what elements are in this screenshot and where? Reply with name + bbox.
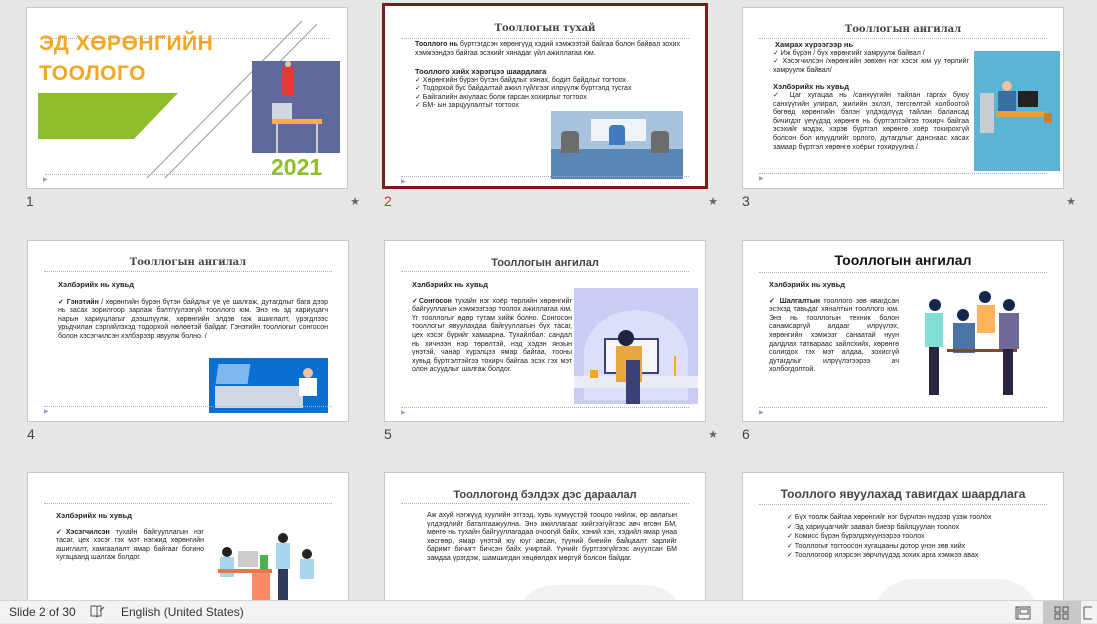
title-line (401, 503, 689, 504)
slide-thumbnail-3[interactable] (742, 7, 1076, 237)
status-bar (0, 600, 1097, 623)
slide-sorter-view-icon (1054, 606, 1070, 620)
slide-title-line1: ЭД ХӨРӨНГИЙН (39, 32, 214, 55)
slide-number: 5 (384, 426, 392, 442)
team-meeting-illustration (919, 287, 1029, 399)
slide-number: 4 (27, 426, 35, 442)
title-line (759, 38, 1047, 39)
footer-arrow: ▶ (759, 410, 764, 416)
slide-thumbnail-9[interactable] (742, 472, 1064, 600)
footer-line (44, 406, 332, 407)
slide-thumbnail-7[interactable] (27, 472, 349, 600)
title-line (401, 271, 689, 272)
footer-line (759, 173, 1047, 174)
slide-title: Тооллогын ангилал (834, 252, 972, 268)
slide-indicator[interactable]: Slide 2 of 30 (9, 605, 76, 619)
slide-thumbnail-6[interactable] (742, 240, 1064, 470)
slide-body: Хэлбэрийх нь хувьд ✓Сонгосон тухайн нэг хоёр төрлийн хөрөнгийг байгууллагын хэмжээгээр тоолох ажиллагаа юм. Үг тооллогыг өдөр тутам хийж болно. Сонгосон тооллогыг явуулахдаа байгууллагын бүх тасаг, цех хэсэг бүрийг хамаарна. Тухайлбал: сандал нь хичнээн нэр төрөлтэй, нэд хэдэн янзын үнэтэй, чанар хүрэлцээ ямар байгаа, тооны хувьд бүртгэлтэйгээ тохирч байгаа эсэх гэх мэт олон асуудлыг шалгаж болдог. (412, 280, 573, 374)
office-worker-illustration (974, 51, 1060, 171)
slide-thumbnail-1[interactable] (26, 7, 360, 237)
slide-title: Тооллогын ангилал (844, 24, 962, 35)
footer-arrow: ▶ (43, 177, 48, 183)
slide-8-canvas[interactable] (384, 472, 706, 600)
meeting-illustration (551, 111, 683, 179)
slide-title-line2: ТООЛОГО (39, 62, 146, 85)
animation-star-icon: ★ (708, 429, 718, 441)
footer-line (401, 176, 689, 177)
slide-number: 6 (742, 426, 750, 442)
slide-number: 3 (742, 193, 750, 209)
slide-number: 1 (26, 193, 34, 209)
footer-arrow: ▶ (401, 179, 406, 185)
slide-body: Аж ахуй нэгжүүд хуулийн этгээд, хувь хүмүүстэй тооцоо нийлж, өр авлагын үлдэгдлийг баталгаажуулна. Энэ ажиллагааг хийгээгүйгээс авч өгсөн БМ, мөнгө нь тухайн байгууллагадаа очоогүй байх, хэний хэн, хэдийл ямар унаа хөсгөөр, ямар үнэтэй юу юуг авсан, түүний биеийн байцаалт зарлийг баримт бичигт бичсэн байх учиртай. Үүнийг бүртгээгүйгээс ачуулсан БМ замдаа үрэгдэж, шамшигдан хөцөөлдөх мөргүй болсон байдаг. (427, 512, 677, 562)
title-line (759, 504, 1047, 505)
slide-title: Тооллогын ангилал (129, 257, 247, 268)
normal-view-icon (1015, 606, 1031, 620)
slide-3-canvas[interactable] (742, 7, 1064, 189)
title-line (44, 503, 332, 504)
slide-body: Хэлбэрийх нь хувьд ✓ Шалгалтын тооллого зөв явагдсан эсэхэд тавьдаг хяналтын тооллого юм. Энэ нь тооллогын техник болон санамсаргүй алдааг илрүүлэх, хөрөнгийн хэмжээг санаатай нуун далдлах татвараас зайлсхийх, хөрөнгө солигдох гэх мэт алдаа, зохисгүй дутагдлыг илрүүлэгээрээ ач холбогдолтой. (769, 280, 899, 374)
title-line (401, 38, 689, 39)
slide-body: Хамрах хүрээгээр нь ✓ Иж бүрэн / бүх хөрөнгийг хамруулж байвал / ✓ Хэсэгчилсэн /хөрөнгийн зөвхөн нэг хэсэг юм уу төрлийг хамруулж байвал/ Хэлбэрийх нь хувьд ✓ Цаг хугацаа нь /санхүүгийн тайлан гаргах буюу санхүүгийн улирал, жилийн эхлэл, төгсгөлтэй холбоотой бөгөөд хөрөнгийн бэлэн үлдэгдлүүд тайлан балансад бичигдэг үеүүдэд хөрөнгө нь бүртгэлтэйгээ тохирч байгаа эсэхийг мэдэх, хэрэв бүртгэл хөрөнгө хоёр тохирохгүй болсон бол илүүдлийг орлого, дутагдлыг данснаас хасах замаар бүртгэл хөрөнгө хоёрыг тохируулна / (773, 40, 969, 151)
slide-1-canvas[interactable] (26, 7, 348, 189)
slide-body: Тооллого нь бүртгэгдсэн хөрөнгүүд хэдий хэмжээтэй байгаа болон байвал зохих хэмжээндээ байгаа эсэхийг хянадаг үйл ажиллагаа юм. (415, 41, 680, 57)
slide-title: Тооллогонд бэлдэх дэс дараалал (453, 489, 637, 501)
slide-thumbnail-2[interactable] (384, 5, 718, 235)
slide-7-canvas[interactable] (27, 472, 349, 600)
slide-body: Хэлбэрийх нь хувьд ✓ Гэнэтийн / хөрөнгийн бүрэн бүтэн байдлыг үе үе шалгаж, дутагдлыг бага дээр нь засах зорилгоор зарлаж бэлтгүүлээгүй тооллого юм. Энэ нь эд хариуцагч нарын хариуцлагыг дээшлүүлж, хөрөнгийн элдэв гаж ашиглалт, үрэгдлээс урьдчилан сэргийлэхэд тодорхой нөлөөтэй байдаг. Гэнэтийн тооллогыг сонгосон болон хэсэгчилсэн хэлбэрээр явуулж болно. / (58, 280, 328, 340)
footer-line (45, 174, 287, 175)
slide-sorter-view-button[interactable] (1043, 601, 1081, 624)
slide-title: Тооллогын ангилал (491, 257, 599, 269)
footer-line (401, 407, 689, 408)
slide-6-canvas[interactable] (742, 240, 1064, 422)
slide-2-canvas[interactable] (382, 3, 708, 189)
slide-9-canvas[interactable] (742, 472, 1064, 600)
title-line (44, 271, 332, 272)
slide-number: 2 (384, 193, 392, 209)
requirements-list: Тооллого хийх хэрэгцээ шаардлага ✓ Хөрөнгийн бүрэн бүтэн байдлыг хянах, бодит байдлыг тогтоох ✓ Тодорхой бус байдалтай ажил гүйлгээг илрүүлж бүртгэлд тусгах ✓ Байгалийн аюулаас болж гарсан хохирлыг тогтоох ✓ БМ- ын зарцуулалтыг тогтоох (415, 67, 632, 110)
background-illustration (515, 585, 685, 600)
slide-4-canvas[interactable] (27, 240, 349, 422)
footer-arrow: ▶ (44, 409, 49, 415)
footer-line (759, 407, 1047, 408)
year-label: 2021 (271, 154, 323, 180)
person-at-desk-illustration (252, 61, 340, 153)
slide-thumbnail-4[interactable] (27, 240, 349, 470)
office-team-illustration (210, 525, 328, 600)
requirements-list: ✓ Бүх тоолж байгаа хөрөнгийг нэг бүрчлэн нүдээр үзэж тоолох ✓ Эд хариуцагчийг заавал биеэр байлцуулан тоолох ✓ Комисс бүрэн бүрэлдэхүүнээрээ тоолох ✓ Тооллогыг тогтоосон хугацааны дотор үнэн зөв хийх ✓ Тооллогоор илэрсэн зөрчлүүдэд зохих арга хэмжээ авах (787, 514, 992, 559)
animation-star-icon: ★ (708, 196, 718, 208)
background-illustration (873, 579, 1039, 600)
person-at-computer-illustration (574, 288, 698, 404)
slide-title: Тооллого явуулахад тавигдах шаардлага (780, 487, 1026, 501)
slide-body: Хэлбэрийх нь хувьд ✓Хэсэгчилсэн тухайн байгууллагын нэг тасаг, цех хэсэг гэх мэт нэгжид хөрөнгийн ашиглалт, хамгаалалт ямар байгааг богино хугацаанд шалгаж болдог. (56, 511, 204, 562)
title-line (759, 272, 1047, 273)
animation-star-icon: ★ (1066, 196, 1076, 208)
animation-star-icon: ★ (350, 196, 360, 208)
footer-arrow: ▶ (759, 176, 764, 182)
slide-title: Тооллогын тухай (494, 23, 596, 34)
reading-view-icon (1082, 606, 1092, 620)
language-indicator[interactable]: English (United States) (121, 605, 244, 619)
relaxing-worker-illustration (209, 358, 328, 413)
reading-view-button[interactable] (1082, 601, 1097, 624)
footer-arrow: ▶ (401, 410, 406, 416)
notes-icon[interactable] (89, 603, 105, 622)
slide-thumbnail-5[interactable] (384, 240, 718, 470)
slide-thumbnail-8[interactable] (384, 472, 706, 600)
slide-5-canvas[interactable] (384, 240, 706, 422)
normal-view-button[interactable] (1004, 601, 1042, 624)
